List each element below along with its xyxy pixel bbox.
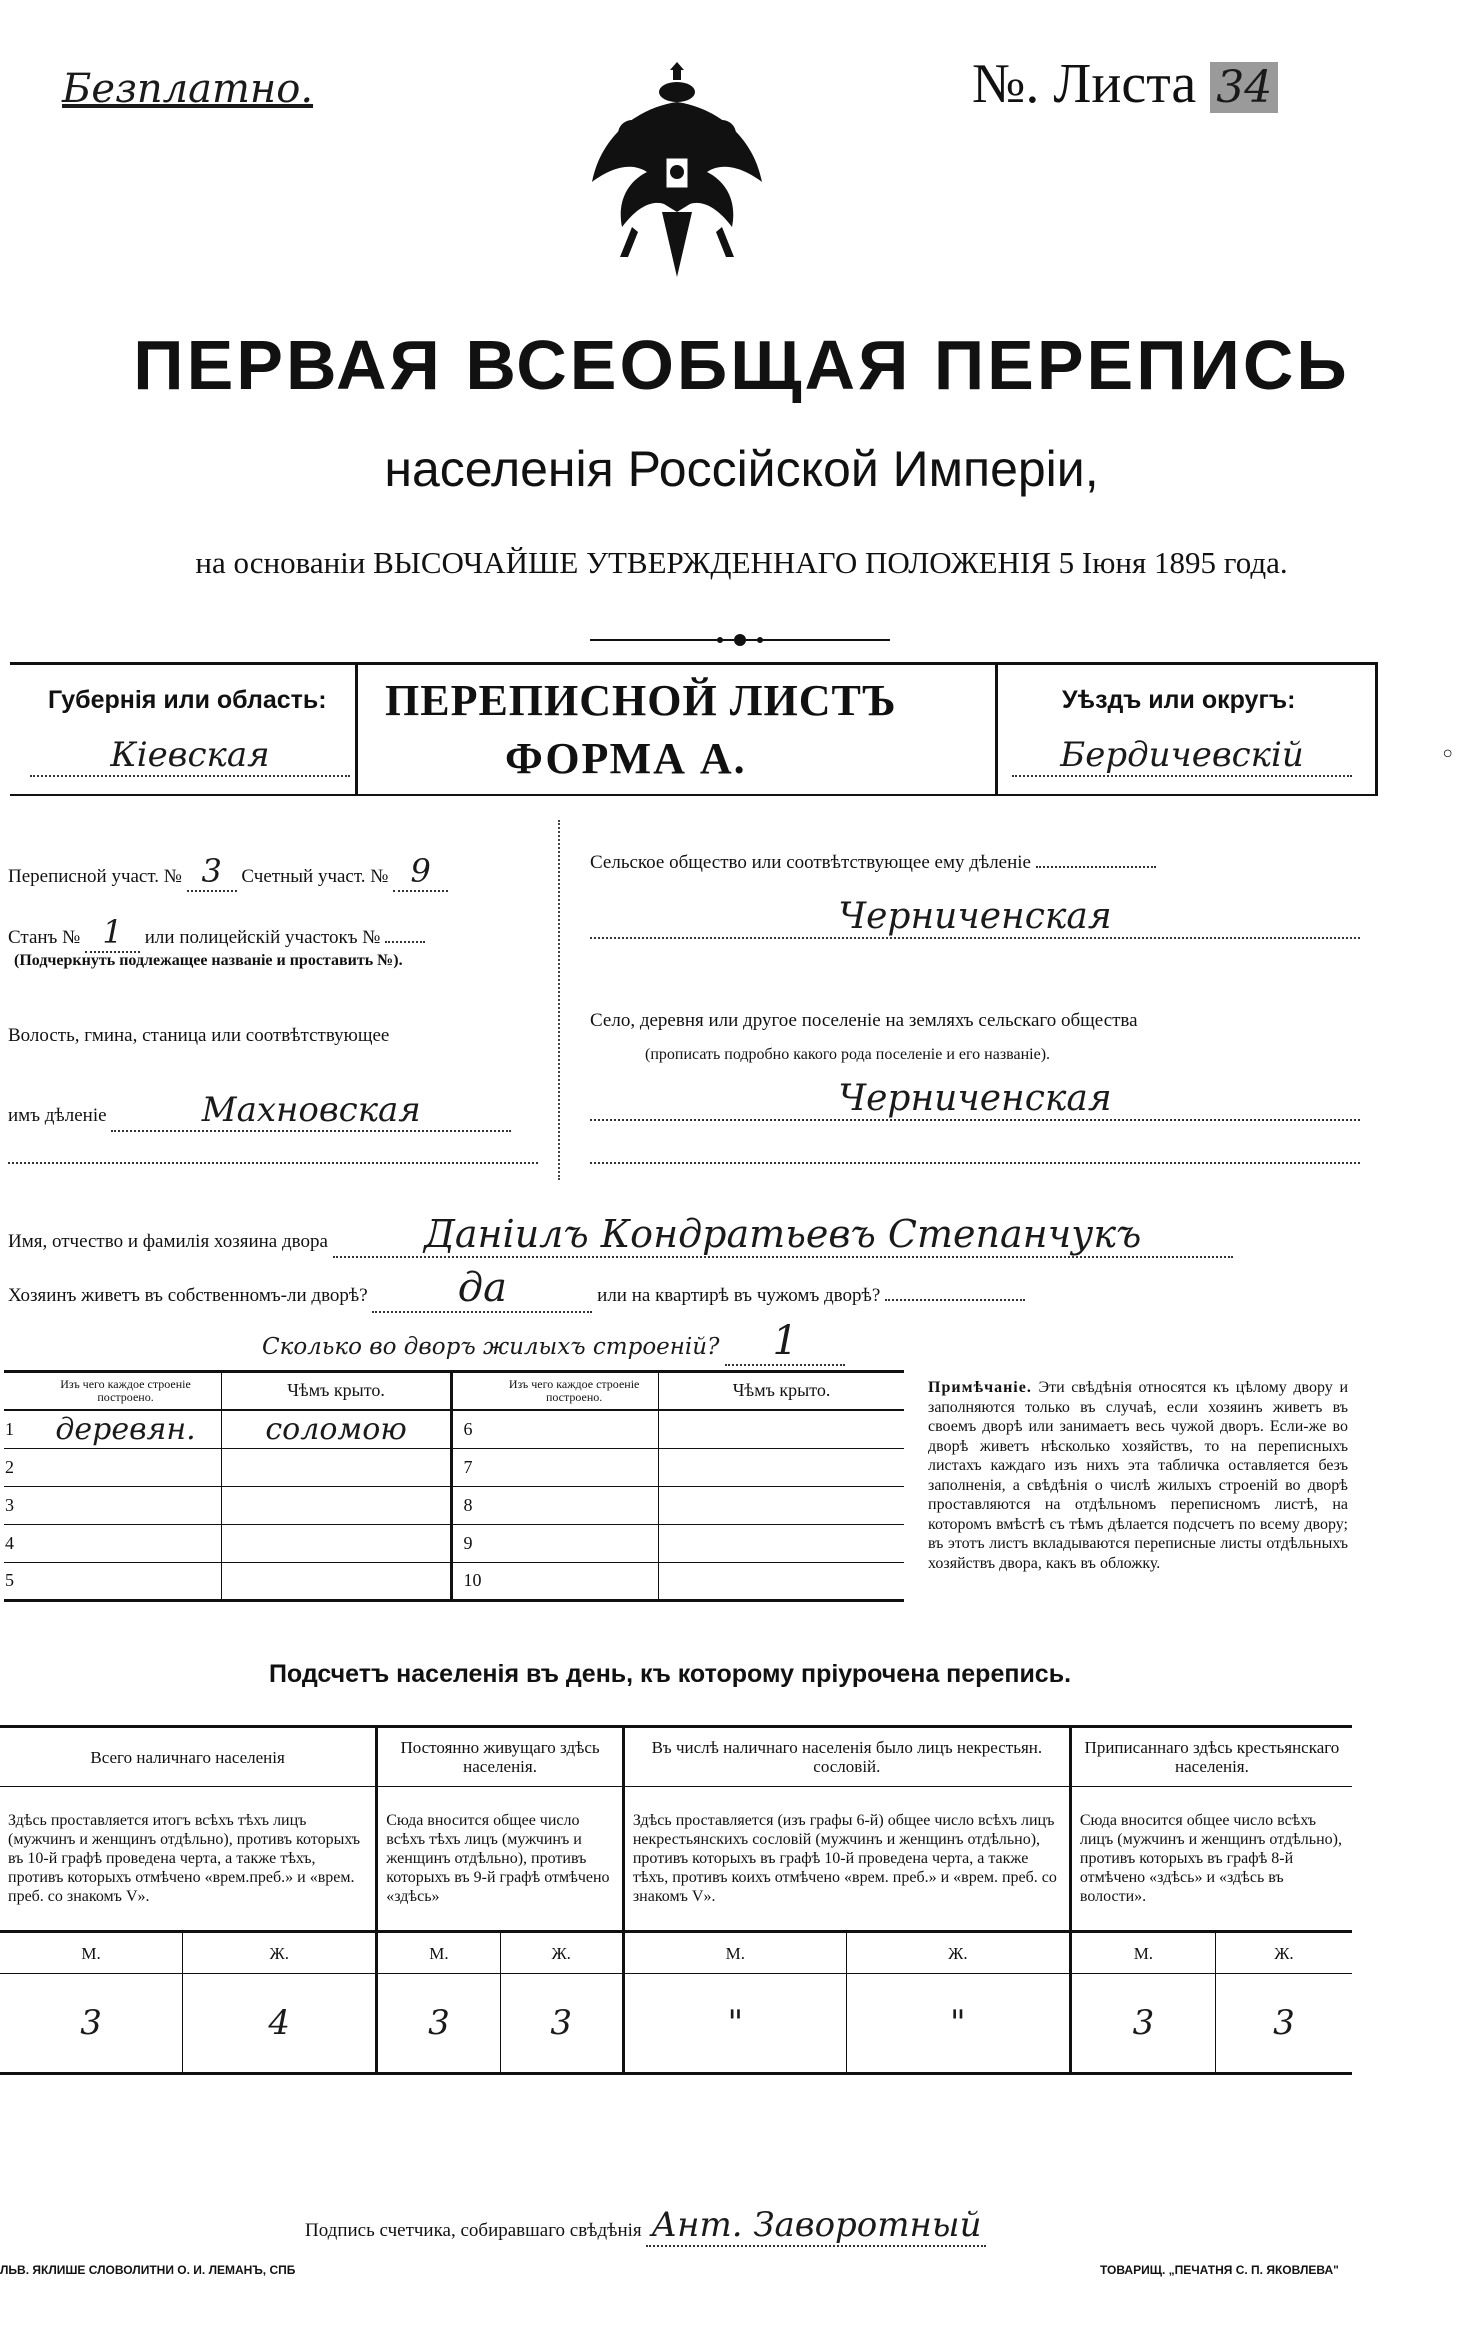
ornament-icon — [590, 633, 890, 647]
owner-rent-label: или на квартирѣ въ чужомъ дворѣ? — [597, 1285, 881, 1306]
camp-note: (Подчеркнуть подлежащее названіе и проставить №). — [14, 952, 403, 969]
roof-cell — [659, 1448, 904, 1486]
group-header: Постоянно живущаго здѣсь населенія. — [377, 1727, 624, 1787]
camp-suffix: или полицейскій участокъ № — [144, 927, 381, 948]
row-number: 7 — [463, 1456, 473, 1477]
printer-left: ЛЬВ. ЯКЛИШЕ СЛОВОЛИТНИ О. И. ЛЕМАНЪ, СПБ — [0, 2263, 296, 2277]
free-label: Безплатно. — [62, 66, 314, 112]
province-value: Кіевская — [30, 735, 350, 777]
roof-cell — [221, 1486, 452, 1524]
society-label: Сельское общество или соотвѣтствующее ему дѣленіе — [590, 852, 1031, 873]
strip-bottom-rule — [10, 794, 1375, 796]
owner-lives-row — [8, 1265, 1368, 1313]
row-number: 9 — [463, 1532, 473, 1553]
census-section-label: Переписной участ. № — [8, 866, 182, 887]
camp-label: Станъ № — [8, 927, 81, 948]
row-number: 3 — [5, 1494, 14, 1515]
buildings-value: 1 — [725, 1318, 845, 1366]
strip-divider-right — [995, 662, 998, 796]
roof-cell — [221, 1524, 452, 1562]
double-headed-eagle-icon — [582, 62, 772, 287]
roof-cell — [221, 1448, 452, 1486]
group-desc: Здѣсь проставляется итогъ всѣхъ тѣхъ лицъ (мужчинъ и женщинъ отдѣльно), противъ которыхъ въ 10-й графѣ проведена черта, а также тѣхъ, противъ которыхъ отмѣчено «врем.преб.» и «врем. преб. со знакомъ V». — [0, 1787, 377, 1932]
row-number: 1 — [5, 1418, 14, 1439]
count-female: 3 — [1273, 2002, 1295, 2043]
col-male: М. — [0, 1932, 183, 1974]
table-row — [0, 1974, 1352, 2074]
material-cell: деревян. — [30, 1410, 221, 1449]
owner-rent-line — [885, 1299, 1025, 1301]
volost-label-1: Волость, гмина, станица или соотвѣтствующее — [8, 1025, 390, 1046]
note-block — [928, 1378, 1348, 1573]
strip-divider-left — [355, 662, 358, 796]
material-cell — [490, 1448, 658, 1486]
count-female: " — [846, 1974, 1070, 2074]
group-header: Всего наличнаго населенія — [0, 1727, 377, 1787]
buildings-table — [4, 1370, 904, 1602]
signature-label: Подпись счетчика, собиравшаго свѣдѣнія — [305, 2220, 642, 2241]
count-female: 4 — [183, 1974, 377, 2074]
row-number: 8 — [463, 1494, 473, 1515]
form-title: ПЕРЕПИСНОЙ ЛИСТЪ — [385, 676, 897, 725]
printer-right: ТОВАРИЩ. „ПЕЧАТНЯ С. П. ЯКОВЛЕВА" — [1100, 2263, 1339, 2277]
page-title: ПЕРВАЯ ВСЕОБЩАЯ ПЕРЕПИСЬ — [133, 326, 1350, 404]
col-female: Ж. — [500, 1932, 623, 1974]
population-table — [0, 1725, 1352, 2075]
buildings-label: Сколько во дворъ жилыхъ строеній? — [262, 1334, 720, 1360]
roof-cell — [659, 1410, 904, 1449]
ornament-divider — [590, 633, 890, 647]
material-cell — [490, 1410, 658, 1449]
row-number: 6 — [463, 1418, 473, 1439]
count-male: 3 — [377, 1974, 500, 2074]
sheet-label: №. Листа — [972, 53, 1197, 115]
margin-mark: ◦ — [1440, 740, 1456, 770]
col-roof-left: Чѣмъ крыто. — [221, 1372, 452, 1410]
col-male: М. — [377, 1932, 500, 1974]
signature-value: Ант. Заворотный — [646, 2205, 986, 2247]
volost-row — [8, 1090, 538, 1132]
owner-name-label: Имя, отчество и фамилія хозяина двора — [8, 1231, 328, 1252]
group-header: Въ числѣ наличнаго населенія было лицъ некрестьян. сословій. — [623, 1727, 1070, 1787]
society-row — [590, 852, 1360, 874]
roof-cell — [659, 1562, 904, 1600]
province-label: Губернія или область: — [48, 686, 327, 714]
owner-name-value: Даніилъ Кондратьевъ Степанчукъ — [333, 1212, 1233, 1258]
material-cell — [30, 1448, 221, 1486]
sheet-number-box — [972, 52, 1278, 116]
table-row — [4, 1448, 904, 1486]
roof-cell — [221, 1562, 452, 1600]
roof-cell — [659, 1524, 904, 1562]
census-section-value: 3 — [187, 852, 237, 892]
count-male: 3 — [0, 1974, 183, 2074]
group-desc: Сюда вносится общее число всѣхъ лицъ (мужчинъ и женщинъ отдѣльно), противъ которыхъ въ графѣ 8-й отмѣчено «здѣсь» и «здѣсь въ волости». — [1079, 1812, 1342, 1905]
village-label: Село, деревня или другое поселеніе на земляхъ сельскаго общества — [590, 1010, 1138, 1031]
strip-edge-right — [1375, 662, 1378, 796]
count-male: " — [623, 1974, 846, 2074]
table-row — [4, 1562, 904, 1600]
material-cell — [30, 1562, 221, 1600]
col-female: Ж. — [183, 1932, 377, 1974]
col-female: Ж. — [846, 1932, 1070, 1974]
row-number: 10 — [463, 1570, 482, 1590]
owner-lives-value: да — [372, 1265, 592, 1313]
col-female: Ж. — [1274, 1943, 1294, 1963]
basis-line: на основаніи ВЫСОЧАЙШЕ УТВЕРЖДЕННАГО ПОЛОЖЕНІЯ 5 Іюня 1895 года. — [195, 545, 1288, 580]
table-row — [4, 1524, 904, 1562]
col-roof-right: Чѣмъ крыто. — [732, 1380, 831, 1401]
buildings-row — [262, 1318, 845, 1366]
page-subtitle: населенія Россійской Имперіи, — [384, 441, 1099, 497]
count-section-value: 9 — [393, 852, 448, 892]
col-male: М. — [1070, 1932, 1215, 1974]
census-section-row — [8, 852, 553, 892]
group-desc: Здѣсь проставляется (изъ графы 6-й) общее число всѣхъ лицъ некрестьянскихъ сословій (мужчинъ и женщинъ отдѣльно), противъ которыхъ въ графѣ 10-й проведена черта, а также тѣхъ, противъ коихъ отмѣчено «врем. преб.» и «врем. преб. со знакомъ V». — [623, 1787, 1070, 1932]
volost-label-2: имъ дѣленіе — [8, 1105, 107, 1126]
material-cell — [30, 1486, 221, 1524]
owner-lives-label: Хозяинъ живетъ въ собственномъ-ли дворѣ? — [8, 1285, 368, 1306]
emblem — [582, 62, 772, 287]
fields-divider — [558, 820, 560, 1180]
material-cell — [30, 1524, 221, 1562]
district-value: Бердичевскій — [1012, 735, 1352, 777]
society-value: Черниченская — [590, 896, 1360, 939]
count-male: 3 — [1070, 1974, 1215, 2074]
material-cell — [490, 1524, 658, 1562]
sheet-number: 34 — [1210, 62, 1278, 113]
material-cell — [490, 1562, 658, 1600]
material-cell — [490, 1486, 658, 1524]
row-number: 2 — [5, 1456, 14, 1477]
count-section-label: Счетный участ. № — [241, 866, 389, 887]
camp-row — [8, 913, 553, 953]
camp-police-value — [385, 941, 425, 943]
group-header: Приписаннаго здѣсь крестьянскаго населенія. — [1084, 1738, 1340, 1776]
form-subtitle: ФОРМА А. — [505, 734, 747, 783]
col-material-left: Изъ чего каждое строеніе построено. — [30, 1372, 221, 1410]
camp-value: 1 — [85, 913, 140, 953]
village-extra-line — [590, 1162, 1360, 1164]
population-title: Подсчетъ населенія въ день, къ которому пріурочена перепись. — [268, 1660, 1072, 1688]
roof-cell: соломою — [221, 1410, 452, 1449]
col-material-right: Изъ чего каждое строеніе построено. — [490, 1372, 658, 1410]
village-note: (прописать подробно какого рода поселеніе и его названіе). — [645, 1046, 1051, 1063]
owner-name-row — [8, 1212, 1368, 1258]
volost-value: Махновская — [111, 1090, 511, 1132]
district-label: Уѣздъ или округъ: — [1062, 686, 1296, 714]
table-row — [4, 1486, 904, 1524]
note-text: Эти свѣдѣнія относятся къ цѣлому двору и заполняются только въ случаѣ, если хозяинъ живетъ въ своемъ дворѣ или занимаетъ весь чужой дворъ. Если-же во дворѣ живетъ нѣсколько хозяйствъ, то на переписныхъ листахъ каждаго изъ нихъ эта табличка оставляется безъ заполненія, а свѣдѣнія о числѣ жилыхъ строеній во дворѣ проставляются на отдѣльномъ переписномъ листѣ, на которомъ вмѣстѣ съ тѣмъ дѣлается подсчетъ по всему двору; въ этотъ листъ вкладываются переписные листы отдѣльныхъ хозяйствъ двора, какъ въ обложку. — [928, 1379, 1348, 1572]
roof-cell — [659, 1486, 904, 1524]
table-row — [4, 1410, 904, 1449]
col-male: М. — [623, 1932, 846, 1974]
row-number: 5 — [5, 1570, 14, 1590]
row-number: 4 — [5, 1532, 14, 1553]
village-value: Черниченская — [590, 1078, 1360, 1121]
society-line — [1036, 866, 1156, 868]
strip-top-rule — [10, 662, 1375, 665]
signature-row — [305, 2205, 986, 2247]
volost-extra-line — [8, 1162, 538, 1164]
count-female: 3 — [500, 1974, 623, 2074]
note-label: Примѣчаніе. — [928, 1379, 1032, 1396]
group-desc: Сюда вносится общее число всѣхъ тѣхъ лицъ (мужчинъ и женщинъ отдѣльно), противъ которыхъ въ 9-й графѣ отмѣчено «здѣсь» — [377, 1787, 624, 1932]
